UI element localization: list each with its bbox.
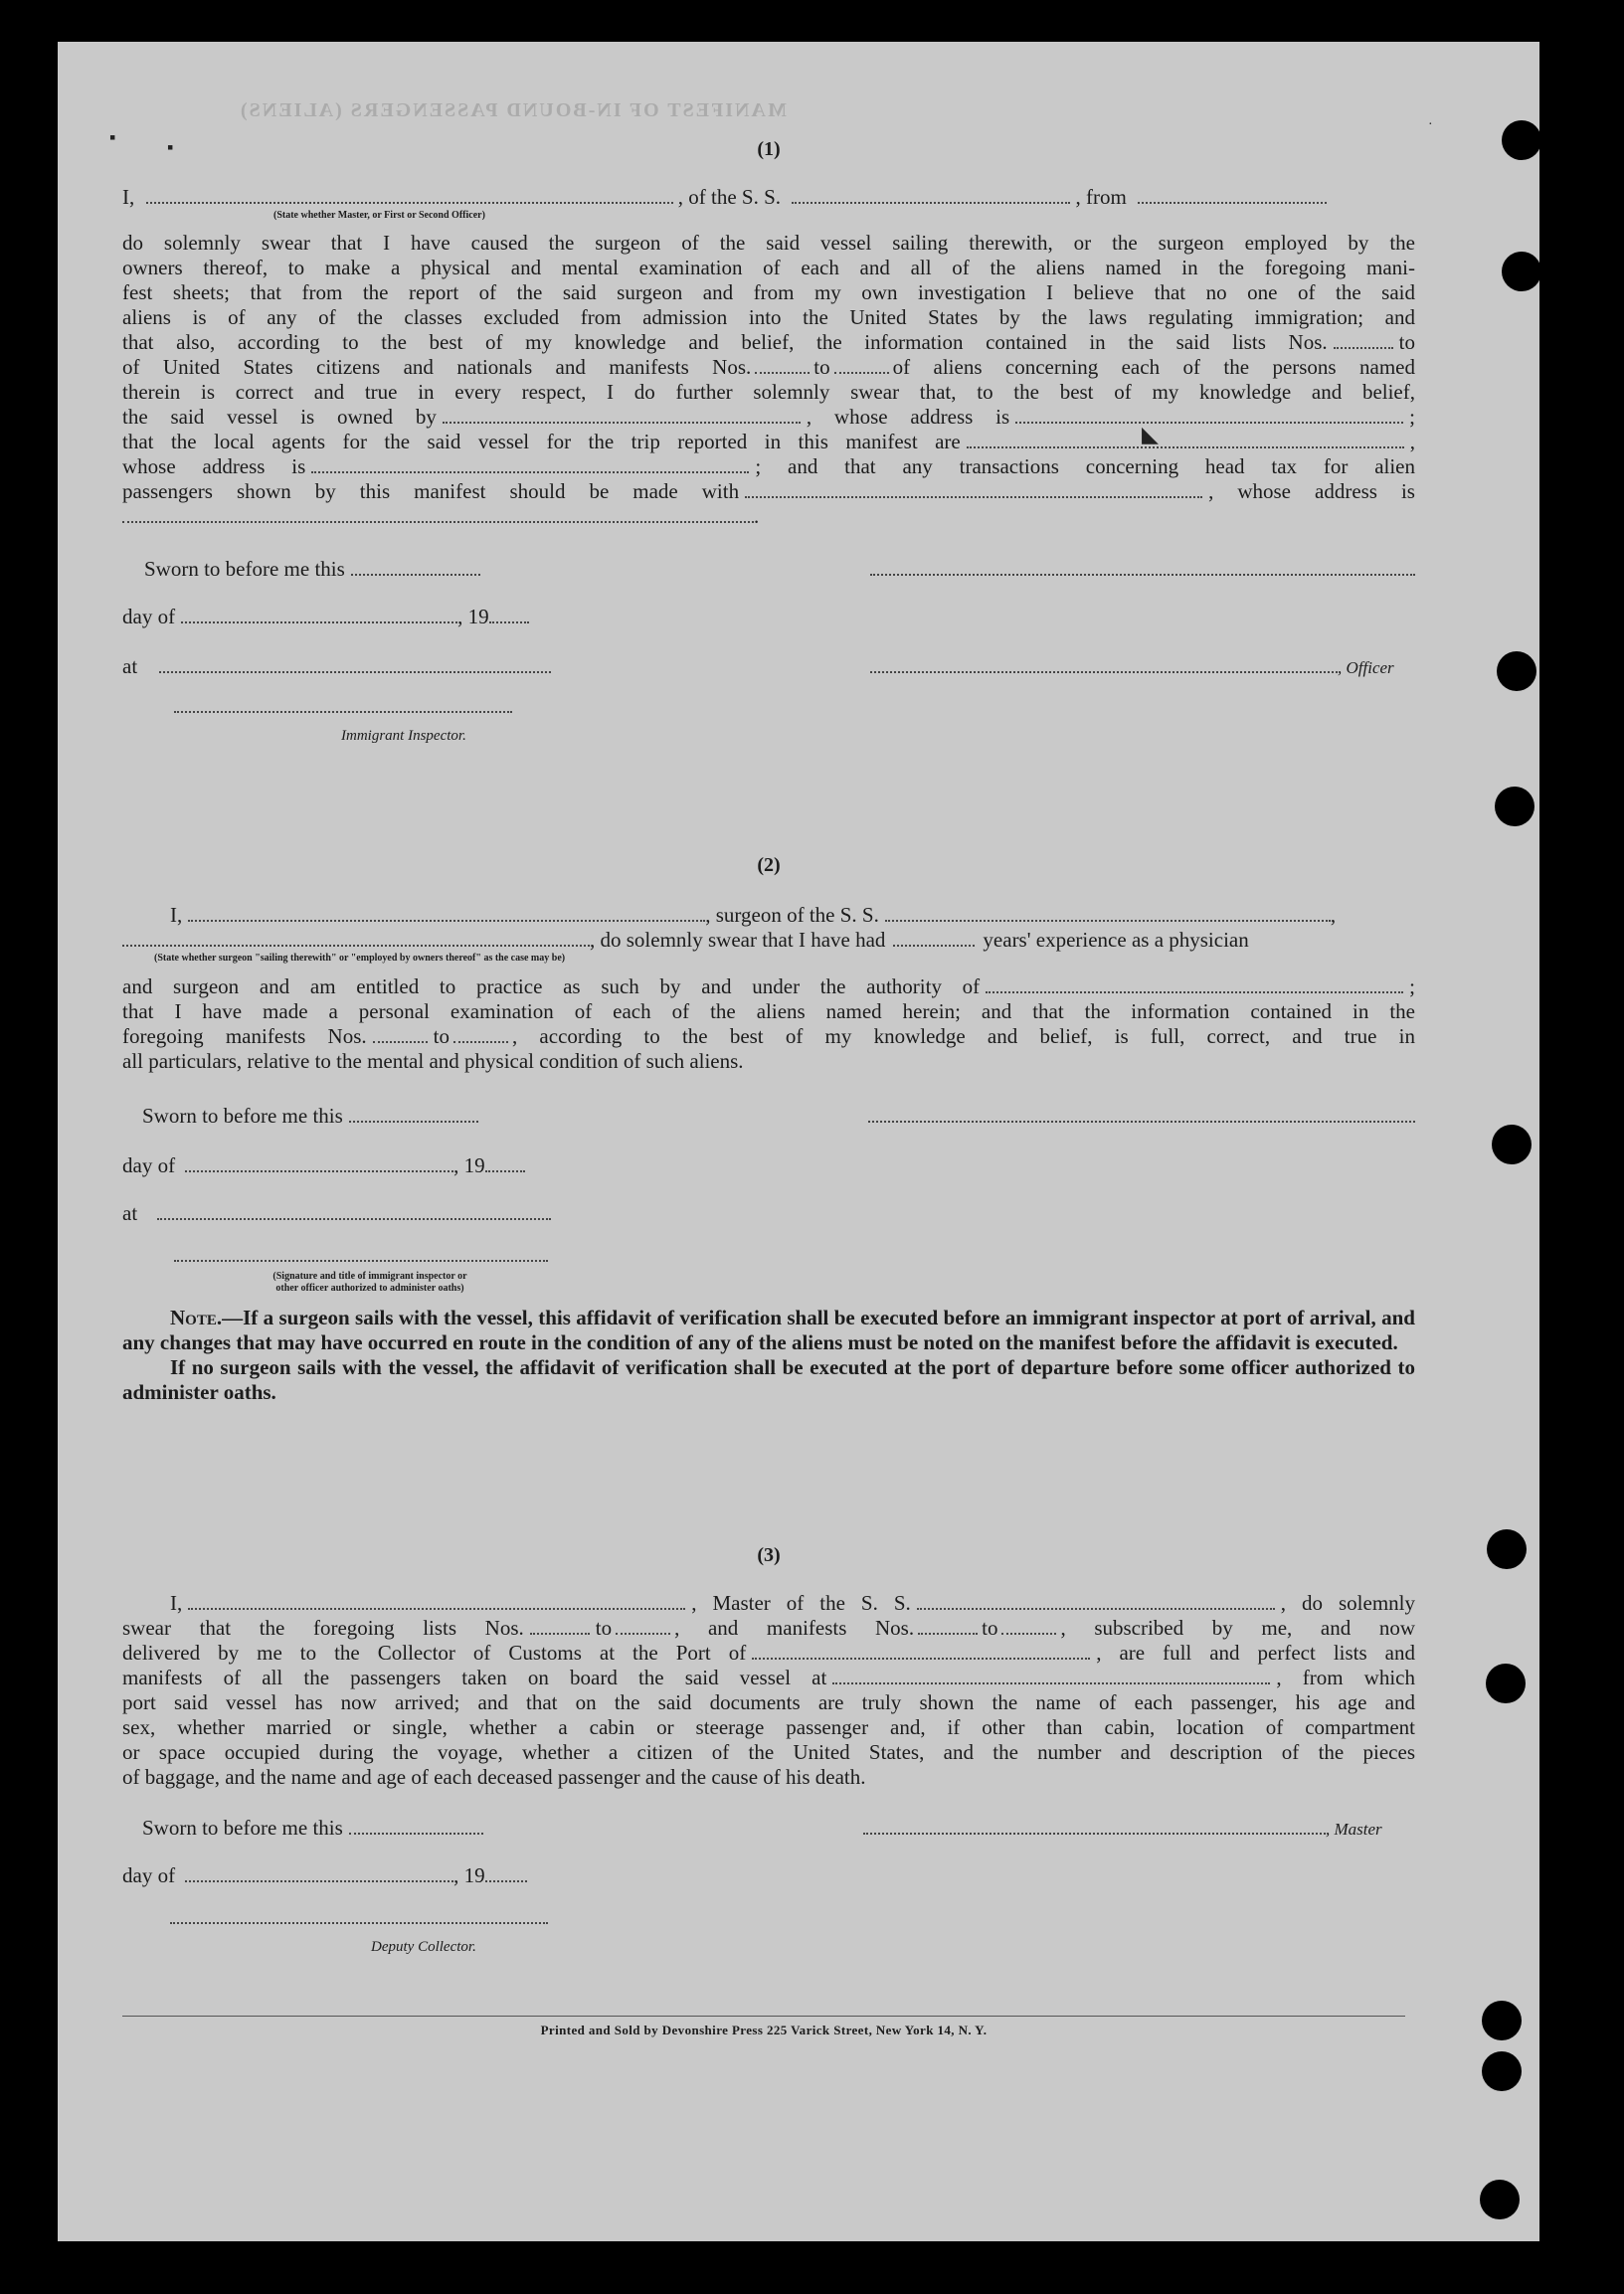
s2-manifests-to-field[interactable] <box>453 1025 508 1043</box>
collector-signature-field[interactable] <box>170 1905 548 1930</box>
lists-from-field[interactable] <box>1334 331 1393 349</box>
punch-hole <box>1495 787 1534 826</box>
sworn-date-field[interactable] <box>351 558 480 576</box>
master-name-field[interactable] <box>188 1592 685 1610</box>
s2-sub-note: (State whether surgeon "sailing therewith" or "employed by owners thereof" as the case may be) <box>154 953 566 964</box>
s1-signature-line[interactable] <box>870 557 1415 582</box>
punch-hole <box>1502 252 1541 291</box>
s2-manifests-from-field[interactable] <box>373 1025 428 1043</box>
s1-paragraph-line: aliens is of any of the classes excluded from admission into the United States by the laws regulating immigration; and <box>122 305 1415 329</box>
section-number: (3) <box>757 1544 781 1566</box>
s1-paragraph-line: passengers shown by this manifest should be made with , whose address is <box>122 479 1415 503</box>
punch-hole <box>1502 120 1541 160</box>
s2-paragraph-line: foregoing manifests Nos. to , according to the best of my knowledge and belief, is full, correct, and true in <box>122 1024 1415 1048</box>
s1-at-row: at <box>122 654 1415 680</box>
s1-paragraph-line: that also, according to the best of my knowledge and belief, the information contained in the said lists Nos. to <box>122 330 1415 354</box>
s2-note-block <box>122 1306 1415 1405</box>
master-signature-field[interactable] <box>863 1817 1326 1835</box>
day-month-field[interactable] <box>185 1864 453 1882</box>
s2-line-2: , do solemnly swear that I have had years' experience as a physician <box>122 928 1415 954</box>
head-tax-contact-field[interactable] <box>745 480 1202 498</box>
s3-lists-from-field[interactable] <box>530 1617 590 1635</box>
s2-sworn-row: Sworn to before me this <box>142 1104 1435 1130</box>
punch-hole <box>1482 2051 1522 2091</box>
s1-paragraph-line: therein is correct and true in every respect, I do further solemnly swear that, to the best of my knowledge and belief, <box>122 380 1415 404</box>
note-paragraph: If no surgeon sails with the vessel, the affidavit of verification shall be executed at the port of departure before some officer authorized to administer oaths. <box>122 1355 1415 1404</box>
s3-manifests-from-field[interactable] <box>918 1617 978 1635</box>
s2-paragraph-line: that I have made a personal examination of each of the aliens named herein; and that the information contained in the <box>122 999 1415 1023</box>
s1-paragraph-line: owners thereof, to make a physical and mental examination of each and all of the aliens named in the foregoing mani- <box>122 256 1415 279</box>
owner-field[interactable] <box>443 406 801 424</box>
surgeon-signature-field[interactable] <box>868 1104 1415 1129</box>
s1-line-1: I, , of the S. S. , from <box>122 185 1415 211</box>
stray-mark: ▪ <box>167 137 174 157</box>
s3-paragraph-line: or space occupied during the voyage, whether a citizen of the United States, and the number and description of the pieces <box>122 1740 1415 1764</box>
s3-sworn-row: Sworn to before me this <box>142 1816 1435 1842</box>
s3-paragraph-line: swear that the foregoing lists Nos. to , and manifests Nos. to , subscribed by me, and now <box>122 1616 1415 1640</box>
s1-sub-note: (State whether Master, or First or Second Officer) <box>273 210 485 221</box>
collector-label: Deputy Collector. <box>371 1939 476 1955</box>
s3-paragraph-line: I, , Master of the S. S. , do solemnly <box>170 1591 1415 1615</box>
manifests-to-field[interactable] <box>834 356 889 374</box>
s1-paragraph-line: that the local agents for the said vessel for the trip reported in this manifest are , <box>122 430 1415 453</box>
sworn-date-field[interactable] <box>349 1817 483 1835</box>
port-field[interactable] <box>752 1642 1090 1660</box>
section-1 <box>122 137 1416 744</box>
day-month-field[interactable] <box>181 606 457 623</box>
s3-dayof-row: day of , 19 <box>122 1863 1415 1889</box>
s1-dayof-row: day of , 19 <box>122 605 1415 630</box>
s2-signature-note: (Signature and title of immigrant inspector or other officer authorized to administer oaths) <box>272 1271 467 1294</box>
note-label: Note. <box>170 1306 223 1329</box>
s2-at-row: at <box>122 1201 1415 1227</box>
stray-mark: · <box>1428 117 1433 132</box>
section-number: (1) <box>757 138 781 160</box>
s1-sworn-row: Sworn to before me this <box>144 557 1437 583</box>
s3-paragraph-line: manifests of all the passengers taken on board the said vessel at , from which <box>122 1666 1415 1689</box>
s1-paragraph-line: do solemnly swear that I have caused the surgeon of the said vessel sailing therewith, or the surgeon employed by the <box>122 231 1415 255</box>
manifests-from-field[interactable] <box>755 356 810 374</box>
s3-paragraph-line: delivered by me to the Collector of Customs at the Port of , are full and perfect lists and <box>122 1641 1415 1665</box>
surgeon-status-field[interactable] <box>122 929 590 947</box>
s2-vessel-field[interactable] <box>885 904 1331 922</box>
day-month-field[interactable] <box>185 1154 453 1172</box>
s3-manifests-to-field[interactable] <box>1001 1617 1056 1635</box>
agents-address-field[interactable] <box>311 455 749 473</box>
s2-dayof-row: day of , 19 <box>122 1153 1415 1179</box>
officer-signature-field[interactable] <box>870 655 1338 673</box>
inspector-label: Immigrant Inspector. <box>341 728 466 744</box>
s3-vessel-field[interactable] <box>917 1592 1275 1610</box>
s3-paragraph-line: of baggage, and the name and age of each deceased passenger and the cause of his death. <box>122 1765 866 1789</box>
s2-paragraph-line: and surgeon and am entitled to practice as such by and under the authority of ; <box>122 974 1415 998</box>
at-place-field[interactable] <box>157 1202 551 1220</box>
punch-hole <box>1492 1125 1532 1164</box>
year-field[interactable] <box>485 1864 527 1882</box>
bleed-through-text: MANIFEST OF IN-BOUND PASSENGERS (ALIENS) <box>239 99 787 121</box>
s1-paragraph-line: of United States citizens and nationals and manifests Nos. to of aliens concerning each of the persons named <box>122 355 1415 379</box>
officer-name-field[interactable] <box>146 186 673 204</box>
s3-paragraph-line: sex, whether married or single, whether a cabin or steerage passenger and, if other than cabin, location of compartment <box>122 1715 1415 1739</box>
s1-paragraph-line: . <box>122 504 1415 529</box>
printer-imprint: Printed and Sold by Devonshire Press 225 Varick Street, New York 14, N. Y. <box>540 2023 988 2037</box>
punch-hole <box>1486 1664 1526 1703</box>
footer-divider <box>122 2016 1405 2017</box>
inspector-signature-field[interactable] <box>174 694 512 719</box>
sworn-date-field[interactable] <box>349 1105 478 1123</box>
s2-paragraph-line: all particulars, relative to the mental and physical condition of such aliens. <box>122 1049 744 1073</box>
embark-port-field[interactable] <box>832 1667 1270 1684</box>
section-2 <box>122 853 1415 1404</box>
s2-line-1: I, , surgeon of the S. S. , <box>170 903 1337 927</box>
s1-paragraph-line: whose address is ; and that any transactions concerning head tax for alien <box>122 454 1415 478</box>
years-experience-field[interactable] <box>893 929 975 947</box>
vessel-name-field[interactable] <box>792 186 1070 204</box>
stray-mark: ▪ <box>109 127 116 147</box>
s1-paragraph-line: fest sheets; that from the report of the said surgeon and from my own investigation I believe that no one of the said <box>122 280 1415 304</box>
s3-paragraph-line: port said vessel has now arrived; and that on the said documents are truly shown the name of each passenger, his age and <box>122 1690 1415 1714</box>
punch-hole <box>1487 1529 1527 1569</box>
official-signature-field[interactable] <box>174 1243 548 1268</box>
owner-address-field[interactable] <box>1015 406 1403 424</box>
head-tax-address-field[interactable] <box>122 505 754 523</box>
s3-lists-to-field[interactable] <box>616 1617 670 1635</box>
at-place-field[interactable] <box>159 655 551 673</box>
officer-signature-row: , Officer <box>870 654 1415 680</box>
note-paragraph: —If a surgeon sails with the vessel, this affidavit of verification shall be executed before an immigrant inspector at port of arrival, and any changes that may have occurred en route in the condition of any of the aliens must be noted on the manifest before the affidavit is executed. <box>122 1306 1415 1354</box>
surgeon-name-field[interactable] <box>188 904 705 922</box>
master-signature-row: , Master <box>863 1816 1415 1842</box>
local-agents-field[interactable] <box>967 431 1404 448</box>
authority-field[interactable] <box>986 975 1403 993</box>
punch-hole <box>1497 651 1536 691</box>
punch-hole <box>1480 2180 1520 2219</box>
year-field[interactable] <box>485 1154 525 1172</box>
year-field[interactable] <box>489 606 529 623</box>
stray-mark: ◣ <box>1142 422 1159 446</box>
punch-hole <box>1482 2001 1522 2040</box>
s1-paragraph-line: the said vessel is owned by , whose address is ; <box>122 405 1416 429</box>
section-number: (2) <box>757 854 781 876</box>
section-3 <box>122 1543 1415 1955</box>
from-port-field[interactable] <box>1138 186 1327 204</box>
